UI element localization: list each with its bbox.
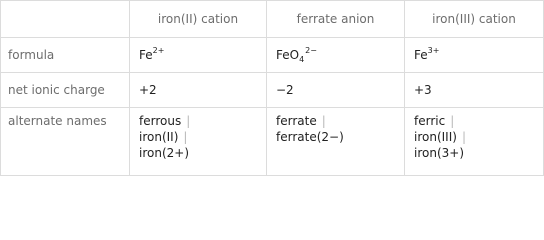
separator: |: [186, 114, 191, 128]
alt-name: ferrate(2−): [276, 130, 344, 144]
formula-subscript: 4: [299, 55, 305, 64]
separator: |: [321, 114, 326, 128]
alt-name: iron(III): [414, 130, 457, 144]
alt-name: ferrous: [139, 114, 182, 128]
row-label-net-ionic-charge: net ionic charge: [1, 73, 130, 108]
alt-name: iron(2+): [139, 146, 190, 160]
header-ferrate-anion: ferrate anion: [267, 1, 405, 38]
alt-name: iron(3+): [414, 146, 465, 160]
alt-name: iron(II): [139, 130, 179, 144]
formula-iron-iii: [405, 38, 544, 73]
separator: |: [183, 130, 188, 144]
row-label-alternate-names: alternate names: [1, 108, 130, 176]
header-iron-iii-cation: iron(III) cation: [405, 1, 544, 38]
charge-iron-iii: +3: [405, 73, 544, 108]
formula-base: Fe: [139, 48, 153, 62]
formula-charge: 3+: [427, 46, 440, 55]
formula-charge: 2+: [152, 46, 165, 55]
header-empty-cell: [1, 1, 130, 38]
charge-iron-ii: +2: [130, 73, 267, 108]
alt-name: ferrate: [276, 114, 317, 128]
row-label-formula: formula: [1, 38, 130, 73]
formula-base: FeO: [276, 48, 300, 62]
separator: |: [450, 114, 455, 128]
formula-charge: 2−: [305, 46, 317, 55]
table-row-net-ionic-charge: [1, 73, 544, 108]
alt-names-ferrate: [267, 108, 405, 176]
formula-ferrate: [267, 38, 405, 73]
formula-base: Fe: [414, 48, 428, 62]
alt-name: ferric: [414, 114, 446, 128]
table-row-alternate-names: [1, 108, 544, 176]
header-iron-ii-cation: iron(II) cation: [130, 1, 267, 38]
table-row-formula: [1, 38, 544, 73]
charge-ferrate: −2: [267, 73, 405, 108]
header-row: [1, 1, 544, 38]
separator: |: [461, 130, 466, 144]
formula-iron-ii: [130, 38, 267, 73]
alt-names-iron-ii: [130, 108, 267, 176]
alt-names-iron-iii: [405, 108, 544, 176]
